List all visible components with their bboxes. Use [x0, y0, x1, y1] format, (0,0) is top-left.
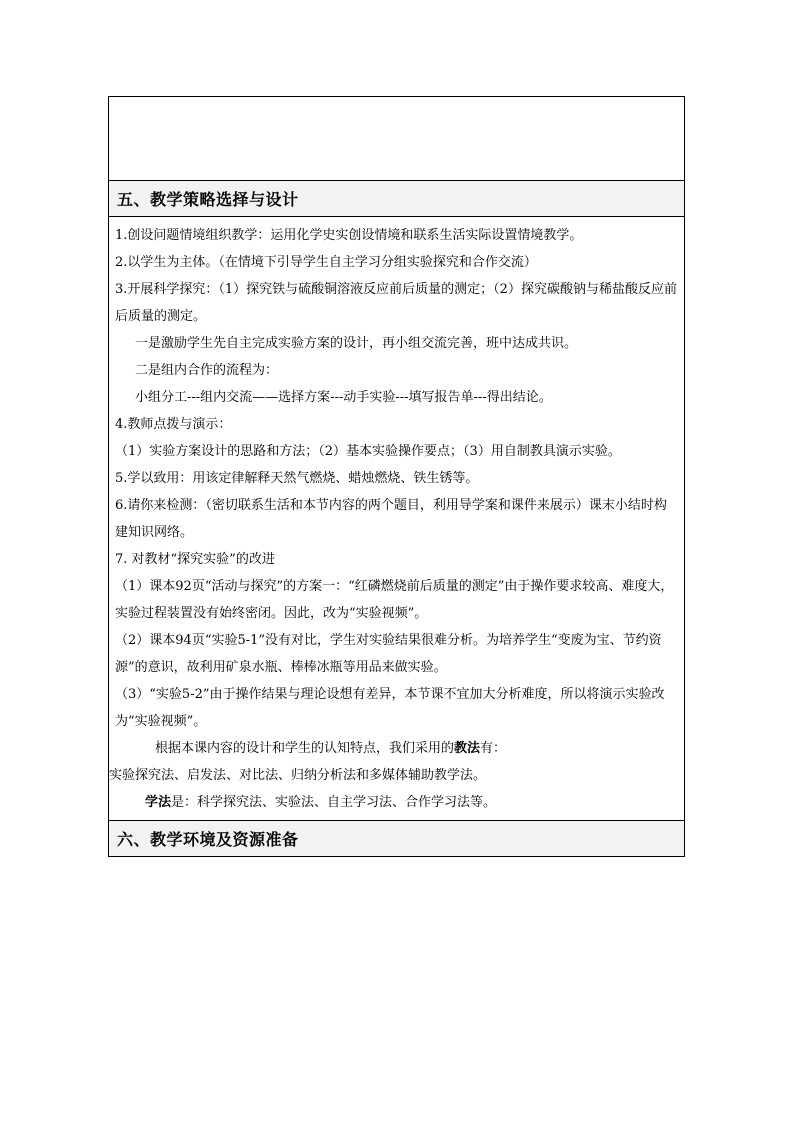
study-label: 学法 — [145, 795, 172, 810]
strategy-line-3b: 二是组内合作的流程为： — [135, 363, 279, 378]
section-5-content — [109, 217, 684, 821]
strategy-line-7a: （1）课本92页“活动与探究”的方案一：“红磷燃烧前后质量的测定”由于操作要求较高、难度大，实验过程装置没有始终密闭。因此，改为“实验视频”。 — [115, 579, 674, 621]
strategy-line-3c: 小组分工---组内交流——选择方案---动手实验---填写报告单---得出结论。 — [135, 390, 552, 405]
strategy-line-6: 6.请你来检测：（密切联系生活和本节内容的两个题目，利用导学案和课件来展示）课末小结时构建知识网络。 — [115, 498, 667, 540]
strategy-line-2: 2.以学生为主体。（在情境下引导学生自主学习分组实验探究和合作交流） — [115, 255, 537, 270]
method-after-text: 有： — [480, 741, 507, 756]
blank-cell — [109, 97, 684, 181]
section-6-heading: 六、教学环境及资源准备 — [109, 821, 684, 856]
strategy-line-1: 1.创设问题情境组织教学：运用化学史实创设情境和联系生活实际设置情境教学。 — [115, 228, 583, 243]
strategy-line-4: 4.教师点拨与演示： — [115, 417, 232, 432]
method-intro-text: 根据本课内容的设计和学生的认知特点，我们采用的 — [155, 741, 455, 756]
strategy-line-3: 3.开展科学探究：（1）探究铁与硫酸铜溶液反应前后质量的测定；（2）探究碳酸钠与稀盐酸反应前后质量的测定。 — [115, 282, 677, 324]
section-5-heading: 五、教学策略选择与设计 — [109, 181, 684, 217]
strategy-line-4a: （1）实验方案设计的思路和方法；（2）基本实验操作要点；（3）用自制教具演示实验。 — [115, 444, 621, 459]
lesson-plan-table — [108, 96, 685, 857]
strategy-line-7c: （3）“实验5-2”由于操作结果与理论设想有差异，本节课不宜加大分析难度，所以将演示实验改为“实验视频”。 — [115, 687, 665, 729]
strategy-line-5: 5.学以致用：用该定律解释天然气燃烧、蜡烛燃烧、铁生锈等。 — [115, 471, 479, 486]
strategy-line-3a: 一是激励学生先自主完成实验方案的设计，再小组交流完善，班中达成共识。 — [135, 336, 578, 351]
strategy-line-7b: （2）课本94页“实验5-1”没有对比，学生对实验结果很难分析。为培养学生“变废为宝、节约资源”的意识，故利用矿泉水瓶、棒棒冰瓶等用品来做实验。 — [115, 633, 662, 675]
method-label: 教法 — [454, 741, 481, 756]
teaching-method-intro — [115, 735, 678, 762]
teaching-method-list: 实验探究法、启发法、对比法、归纳分析法和多媒体辅助教学法。 — [109, 768, 487, 783]
study-method-line — [115, 789, 678, 816]
study-text: 是：科学探究法、实验法、自主学习法、合作学习法等。 — [171, 795, 497, 810]
strategy-line-7: 7. 对教材“探究实验”的改进 — [115, 552, 275, 567]
